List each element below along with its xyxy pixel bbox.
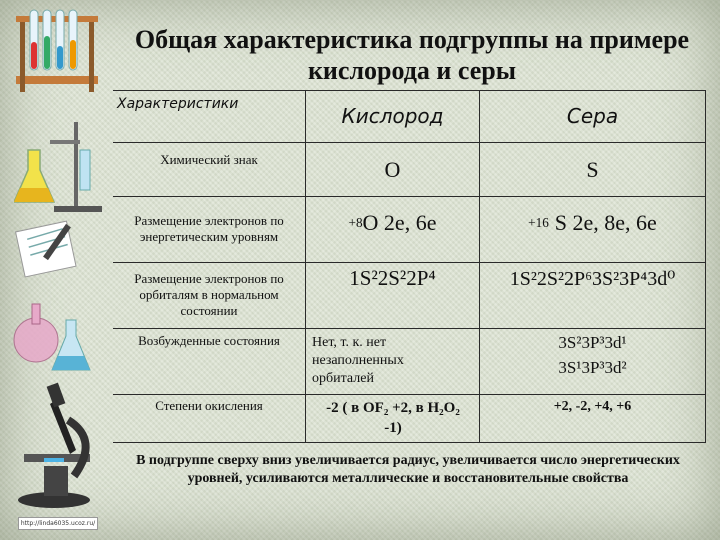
microscope-icon bbox=[14, 380, 104, 510]
row-label-orbitals: Размещение электронов по орбиталям в нормальном состоянии bbox=[134, 271, 284, 318]
notebook-pen-icon bbox=[14, 220, 94, 280]
sulfur-orbitals: 1S²2S²2P⁶3S²3P⁴3d⁰ bbox=[509, 267, 676, 290]
test-tubes-rack-icon bbox=[12, 6, 102, 106]
lab-glassware-icon bbox=[10, 300, 105, 375]
row-label-excited-states: Возбужденные состояния bbox=[138, 333, 280, 348]
summary-text: В подгруппе сверху вниз увеличивается радиус, увеличивается число энергетических уровней, усиливаются металлические и восстановительные свойства bbox=[136, 453, 680, 486]
row-label-energy-levels: Размещение электронов по энергетическим уровням bbox=[134, 213, 284, 244]
header-oxygen: Кислород bbox=[341, 104, 444, 128]
source-url-watermark: http://linda6035.ucoz.ru/ bbox=[18, 517, 98, 530]
sulfur-excited-state-2: 3S¹3P³3d² bbox=[558, 358, 627, 377]
sulfur-energy-levels bbox=[480, 197, 705, 249]
comparison-table bbox=[113, 90, 706, 442]
slide-title: Общая характеристика подгруппы на примере кислорода и серы bbox=[134, 25, 690, 85]
oxygen-levels-text: O 2е, 6е bbox=[362, 210, 437, 235]
sulfur-nuclear-charge: +16 bbox=[528, 215, 549, 230]
oxygen-nuclear-charge: +8 bbox=[348, 215, 363, 230]
row-label-oxidation-states: Степени окисления bbox=[155, 398, 263, 413]
header-characteristics: Характеристики bbox=[117, 96, 239, 112]
oxygen-orbitals: 1S²2S²2P⁴ bbox=[349, 265, 436, 290]
table-bottom-border bbox=[113, 442, 706, 443]
sulfur-excited-state-1: 3S²3P³3d¹ bbox=[558, 333, 627, 352]
row-label-symbol: Химический знак bbox=[160, 152, 258, 167]
oxygen-oxidation-states: -2 ( в OF₂ +2, в H₂O₂ -1) bbox=[326, 400, 460, 436]
oxygen-energy-levels bbox=[306, 197, 479, 249]
flask-stand-icon bbox=[14, 120, 104, 215]
chemistry-decor-column bbox=[0, 0, 108, 540]
sulfur-levels-text: S 2е, 8е, 6е bbox=[554, 210, 657, 235]
sulfur-symbol: S bbox=[586, 156, 599, 182]
header-sulfur: Сера bbox=[566, 104, 619, 128]
sulfur-oxidation-states: +2, -2, +4, +6 bbox=[553, 399, 632, 414]
row-divider bbox=[113, 394, 706, 395]
oxygen-symbol: O bbox=[384, 156, 401, 182]
table-right-border bbox=[705, 90, 706, 442]
oxygen-excited-states: Нет, т. к. нет незаполненных орбиталей bbox=[312, 335, 404, 386]
